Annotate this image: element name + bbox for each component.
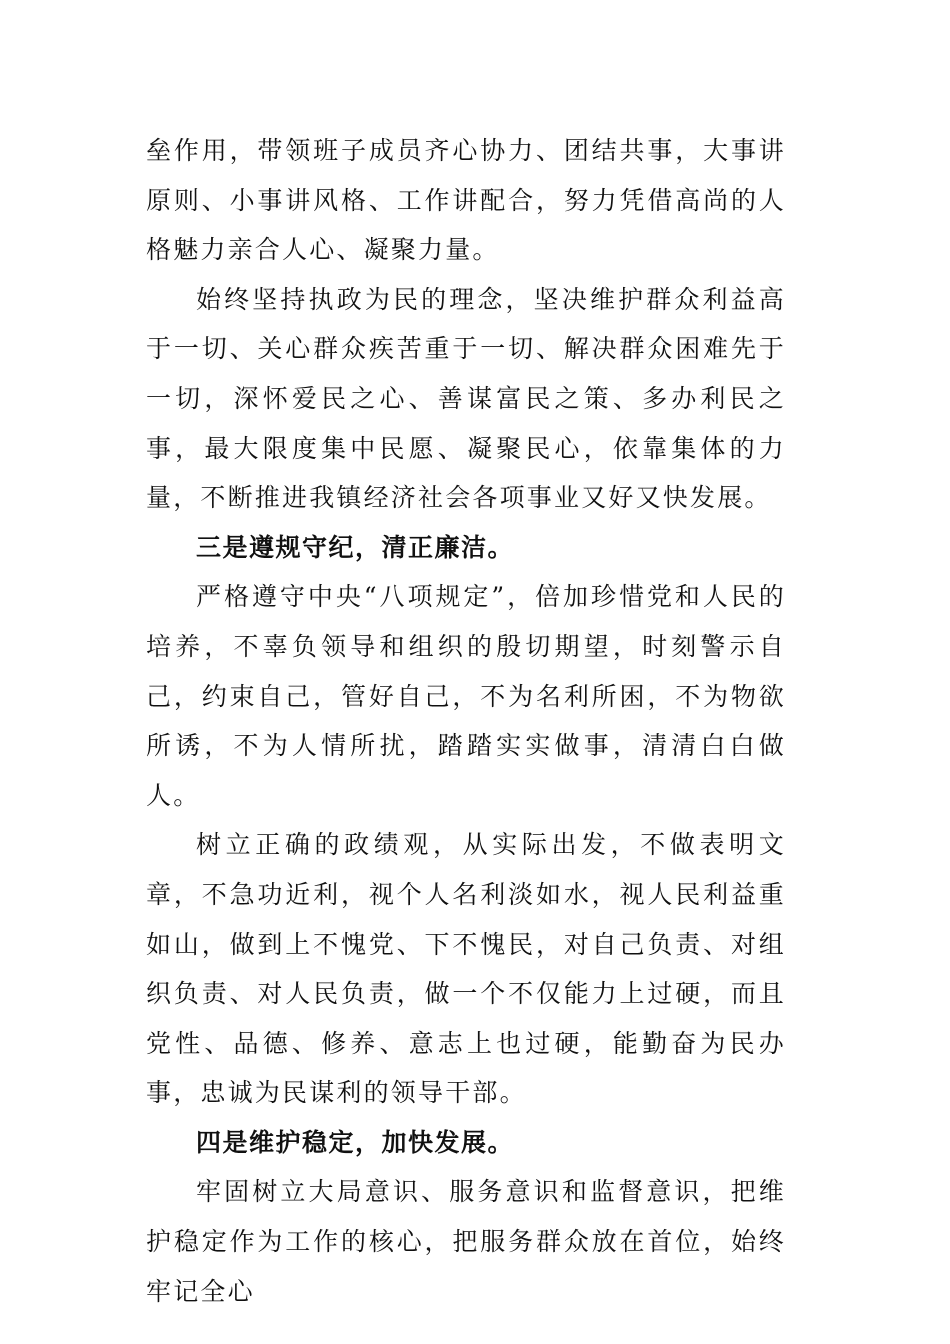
paragraph-stability-awareness: 牢固树立大局意识、服务意识和监督意识，把维护稳定作为工作的核心，把服务群众放在首位，始终牢记全心	[146, 1177, 786, 1306]
paragraph-governance-for-people: 始终坚持执政为民的理念，坚决维护群众利益高于一切、关心群众疾苦重于一切、解决群众困难先于一切，深怀爱民之心、善谋富民之策、多办利民之事，最大限度集中民愿、凝聚民心，依靠集体的力量，不断推进我镇经济社会各项事业又好又快发展。	[146, 284, 786, 513]
section-heading-discipline: 三是遵规守纪，清正廉洁。	[196, 532, 515, 562]
paragraph-performance-view: 树立正确的政绩观，从实际出发，不做表明文章，不急功近利，视个人名利淡如水，视人民利益重如山，做到上不愧党、下不愧民，对自己负责、对组织负责、对人民负责，做一个不仅能力上过硬，而且党性、品德、修养、意志上也过硬，能勤奋为民办事，忠诚为民谋利的领导干部。	[146, 830, 786, 1108]
paragraph-eight-rules: 严格遵守中央“八项规定”，倍加珍惜党和人民的培养，不辜负领导和组织的殷切期望，时刻警示自己，约束自己，管好自己，不为名利所困，不为物欲所诱，不为人情所扰，踏踏实实做事，清清白白做人。	[146, 582, 786, 810]
paragraph-continuation: 垒作用，带领班子成员齐心协力、团结共事，大事讲原则、小事讲风格、工作讲配合，努力凭借高尚的人格魅力亲合人心、凝聚力量。	[146, 136, 786, 265]
section-heading-stability: 四是维护稳定，加快发展。	[196, 1127, 515, 1157]
document-body	[146, 126, 786, 1316]
